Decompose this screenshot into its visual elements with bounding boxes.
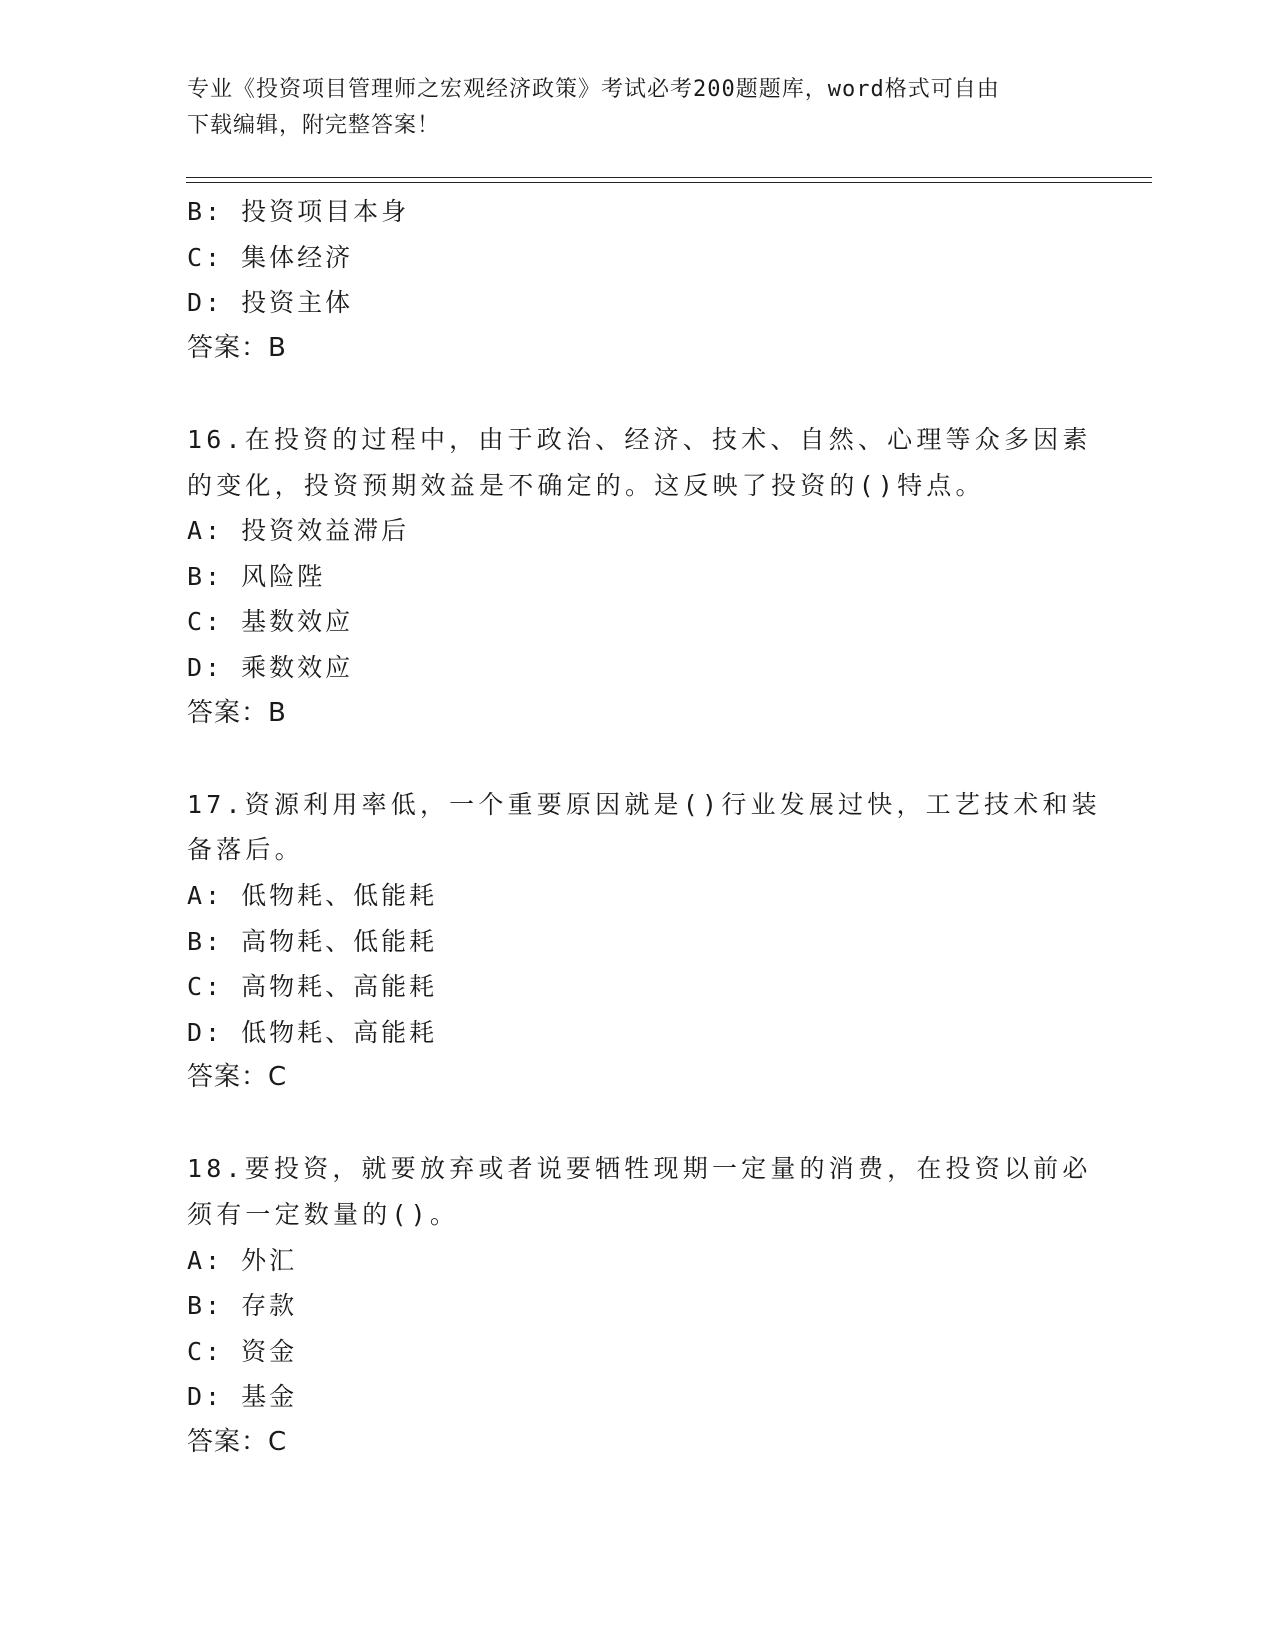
option-a: A: 投资效益滞后 [187,516,410,546]
header-rule-bottom [186,182,1152,183]
option-a: A: 低物耗、低能耗 [187,880,438,910]
option-a: A: 外汇 [187,1245,298,1275]
spacer [187,1101,1087,1147]
option-c: C: 集体经济 [187,242,354,272]
document-header [187,72,1067,144]
option-b: B: 投资项目本身 [187,197,410,226]
option-d: D: 投资主体 [187,288,354,318]
answer-line: 答案：C [187,1062,288,1093]
spacer [187,371,1087,417]
option-d: D: 基金 [187,1382,298,1412]
question-text [187,1146,1092,1237]
question-15-tail [187,189,1087,371]
question-17 [187,782,1101,1101]
spacer [187,736,1087,782]
question-list [187,189,1101,1466]
question-text [187,782,1101,873]
option-d: D: 低物耗、高能耗 [187,1017,438,1047]
question-18 [187,1146,1092,1465]
option-b: B: 存款 [187,1291,298,1321]
header-line-1: 专业《投资项目管理师之宏观经济政策》考试必考200题题库，word格式可自由 [187,77,1000,102]
option-b: B: 风险陛 [187,561,326,591]
option-c: C: 资金 [187,1336,298,1366]
question-text-line: 须有一定数量的()。 [187,1200,460,1230]
option-d: D: 乘数效应 [187,652,354,682]
option-c: C: 高物耗、高能耗 [187,972,438,1002]
question-text-line: 18.要投资，就要放弃或者说要牺牲现期一定量的消费，在投资以前必 [187,1154,1092,1184]
answer-line: 答案：B [187,697,287,728]
option-c: C: 基数效应 [187,607,354,637]
header-rule-top [186,177,1152,178]
header-line-2: 下载编辑，附完整答案！ [187,113,441,138]
question-text-line: 16.在投资的过程中，由于政治、经济、技术、自然、心理等众多因素 [187,424,1092,454]
answer-line: 答案：B [187,332,287,363]
question-16 [187,417,1092,736]
question-text-line: 备落后。 [187,835,304,865]
question-text-line: 17.资源利用率低，一个重要原因就是()行业发展过快，工艺技术和装 [187,789,1101,819]
question-text [187,417,1092,508]
answer-line: 答案：C [187,1427,288,1458]
option-b: B: 高物耗、低能耗 [187,926,438,956]
question-text-line: 的变化，投资预期效益是不确定的。这反映了投资的()特点。 [187,470,985,500]
